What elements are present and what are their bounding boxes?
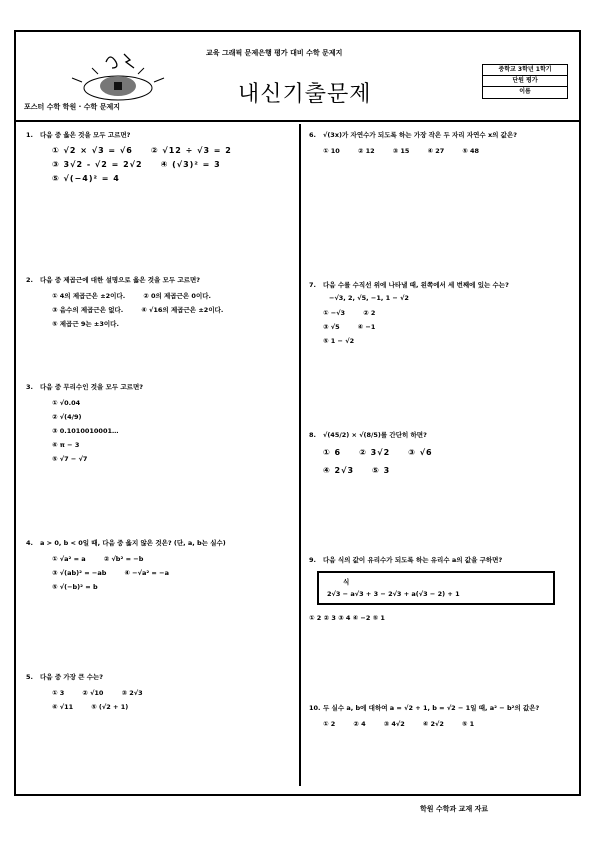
option-1[interactable]: ① √2 × √3 = √6 bbox=[52, 146, 133, 155]
exam-sheet bbox=[14, 30, 581, 796]
question-number: 1. bbox=[26, 131, 33, 139]
option-5[interactable]: ⑤ 3 bbox=[372, 466, 391, 475]
option-5[interactable]: ⑤ (√2 + 1) bbox=[91, 703, 129, 711]
answer-options bbox=[52, 396, 294, 466]
option-1[interactable]: ① −√3 bbox=[323, 309, 346, 317]
school-logo-icon bbox=[68, 46, 168, 106]
question-8 bbox=[309, 430, 571, 480]
option-5[interactable]: ⑤ √(−4)² = 4 bbox=[52, 174, 120, 183]
option-4[interactable]: ④ −1 bbox=[357, 323, 376, 331]
exam-subtitle: 교육 그래픽 문제은행 평가 대비 수학 문제지 bbox=[206, 49, 343, 57]
student-info-box bbox=[482, 64, 568, 99]
question-stem: 다음 중 가장 큰 수는? bbox=[40, 673, 104, 681]
option-5[interactable]: ⑤ 제곱근 9는 ±3이다. bbox=[52, 320, 119, 328]
question-number: 5. bbox=[26, 673, 33, 681]
option-4[interactable]: ④ 27 bbox=[427, 147, 445, 155]
option-3[interactable]: ③ 0.1010010001… bbox=[52, 427, 119, 435]
option-4[interactable]: ④ π − 3 bbox=[52, 441, 80, 449]
option-2[interactable]: ② √12 ÷ √3 = 2 bbox=[150, 146, 232, 155]
question-stem: 다음 식의 값이 유리수가 되도록 하는 유리수 a의 값을 구하면? bbox=[323, 556, 503, 564]
option-5[interactable]: ⑤ √(−b)² = b bbox=[52, 583, 98, 591]
page-footer: 학원 수학과 교재 자료 bbox=[420, 805, 489, 813]
question-7 bbox=[309, 280, 571, 348]
question-stem: 두 실수 a, b에 대하여 a = √2 + 1, b = √2 − 1일 때, a² − b²의 값은? bbox=[323, 704, 540, 712]
question-number: 3. bbox=[26, 383, 33, 391]
option-2[interactable]: ② 0의 제곱근은 0이다. bbox=[143, 292, 211, 300]
option-5[interactable]: ⑤ 1 − √2 bbox=[323, 337, 355, 345]
answer-options bbox=[52, 144, 294, 186]
column-divider bbox=[299, 124, 301, 786]
option-1[interactable]: ① 6 bbox=[323, 448, 342, 457]
question-stem: √(3x)가 자연수가 되도록 하는 가장 작은 두 자리 자연수 x의 값은? bbox=[323, 131, 518, 139]
question-stem: a > 0, b < 0일 때, 다음 중 옳지 않은 것은? (단, a, b는 실수) bbox=[40, 539, 226, 547]
option-1[interactable]: ① 10 bbox=[323, 147, 340, 155]
question-stem: 다음 수를 수직선 위에 나타낼 때, 왼쪽에서 세 번째에 있는 수는? bbox=[323, 281, 509, 289]
question-9 bbox=[309, 555, 571, 625]
option-4[interactable]: ④ √11 bbox=[52, 703, 74, 711]
question-number: 4. bbox=[26, 539, 33, 547]
option-2[interactable]: ② 3√2 bbox=[359, 448, 391, 457]
option-4[interactable]: ④ −√a² = −a bbox=[124, 569, 169, 577]
exam-header bbox=[16, 32, 579, 122]
question-stem: 다음 중 제곱근에 대한 설명으로 옳은 것을 모두 고르면? bbox=[40, 276, 201, 284]
expression-box bbox=[317, 571, 555, 605]
question-2 bbox=[26, 275, 294, 331]
info-unit: 단원 평가 bbox=[483, 76, 567, 87]
option-2[interactable]: ② √b² = −b bbox=[103, 555, 144, 563]
option-2[interactable]: ② 2 bbox=[363, 309, 376, 317]
option-row[interactable]: ① 2 ② 3 ③ 4 ④ −2 ⑤ 1 bbox=[309, 614, 385, 622]
question-4 bbox=[26, 538, 294, 594]
question-number: 7. bbox=[309, 281, 316, 289]
option-4[interactable]: ④ √16의 제곱근은 ±2이다. bbox=[141, 306, 224, 314]
option-1[interactable]: ① √a² = a bbox=[52, 555, 86, 563]
question-1 bbox=[26, 130, 294, 186]
option-3[interactable]: ③ 음수의 제곱근은 없다. bbox=[52, 306, 124, 314]
option-2[interactable]: ② √10 bbox=[82, 689, 104, 697]
option-1[interactable]: ① √0.04 bbox=[52, 399, 81, 407]
option-2[interactable]: ② 12 bbox=[357, 147, 375, 155]
answer-options bbox=[323, 717, 571, 731]
option-3[interactable]: ③ √6 bbox=[408, 448, 433, 457]
option-2[interactable]: ② 4 bbox=[353, 720, 366, 728]
option-4[interactable]: ④ 2√3 bbox=[323, 466, 355, 475]
expression-text: 2√3 − a√3 + 3 − 2√3 + a(√3 − 2) + 1 bbox=[327, 590, 460, 598]
question-3 bbox=[26, 382, 294, 466]
option-1[interactable]: ① 4의 제곱근은 ±2이다. bbox=[52, 292, 126, 300]
option-3[interactable]: ③ 2√3 bbox=[121, 689, 143, 697]
question-stem: √(45/2) × √(8/5)를 간단히 하면? bbox=[323, 431, 427, 439]
exam-title: 내신기출문제 bbox=[238, 82, 372, 107]
question-10 bbox=[309, 703, 571, 731]
answer-options bbox=[52, 289, 294, 331]
option-2[interactable]: ② √(4/9) bbox=[52, 413, 82, 421]
option-5[interactable]: ⑤ 48 bbox=[462, 147, 480, 155]
answer-options bbox=[52, 552, 294, 594]
answer-options bbox=[309, 611, 571, 625]
option-3[interactable]: ③ 3√2 - √2 = 2√2 bbox=[52, 160, 143, 169]
question-number: 9. bbox=[309, 556, 316, 564]
question-stem: 다음 중 무리수인 것을 모두 고르면? bbox=[40, 383, 143, 391]
answer-options bbox=[323, 144, 571, 158]
question-number: 6. bbox=[309, 131, 316, 139]
option-5[interactable]: ⑤ √7 − √7 bbox=[52, 455, 88, 463]
answer-options bbox=[323, 306, 571, 348]
expression-label: 식 bbox=[343, 578, 350, 586]
info-name-field[interactable]: 이름 bbox=[519, 88, 531, 95]
question-stem: 다음 중 옳은 것을 모두 고르면? bbox=[40, 131, 131, 139]
question-5 bbox=[26, 672, 294, 714]
option-1[interactable]: ① 3 bbox=[52, 689, 65, 697]
option-4[interactable]: ④ (√3)² = 3 bbox=[160, 160, 221, 169]
option-1[interactable]: ① 2 bbox=[323, 720, 336, 728]
option-3[interactable]: ③ √(ab)² = −ab bbox=[52, 569, 107, 577]
option-3[interactable]: ③ 15 bbox=[392, 147, 410, 155]
question-number: 10. bbox=[309, 704, 321, 712]
question-number: 8. bbox=[309, 431, 316, 439]
option-3[interactable]: ③ 4√2 bbox=[383, 720, 405, 728]
answer-options bbox=[323, 444, 571, 480]
number-list: −√3, 2, √5, −1, 1 − √2 bbox=[329, 294, 409, 302]
option-4[interactable]: ④ 2√2 bbox=[422, 720, 444, 728]
option-3[interactable]: ③ √5 bbox=[323, 323, 340, 331]
info-grade: 중학교 3학년 1학기 bbox=[483, 65, 567, 76]
question-number: 2. bbox=[26, 276, 33, 284]
school-name: 포스터 수학 학원 · 수학 문제지 bbox=[24, 103, 120, 111]
question-6 bbox=[309, 130, 571, 158]
answer-options bbox=[52, 686, 294, 714]
option-5[interactable]: ⑤ 1 bbox=[461, 720, 475, 728]
